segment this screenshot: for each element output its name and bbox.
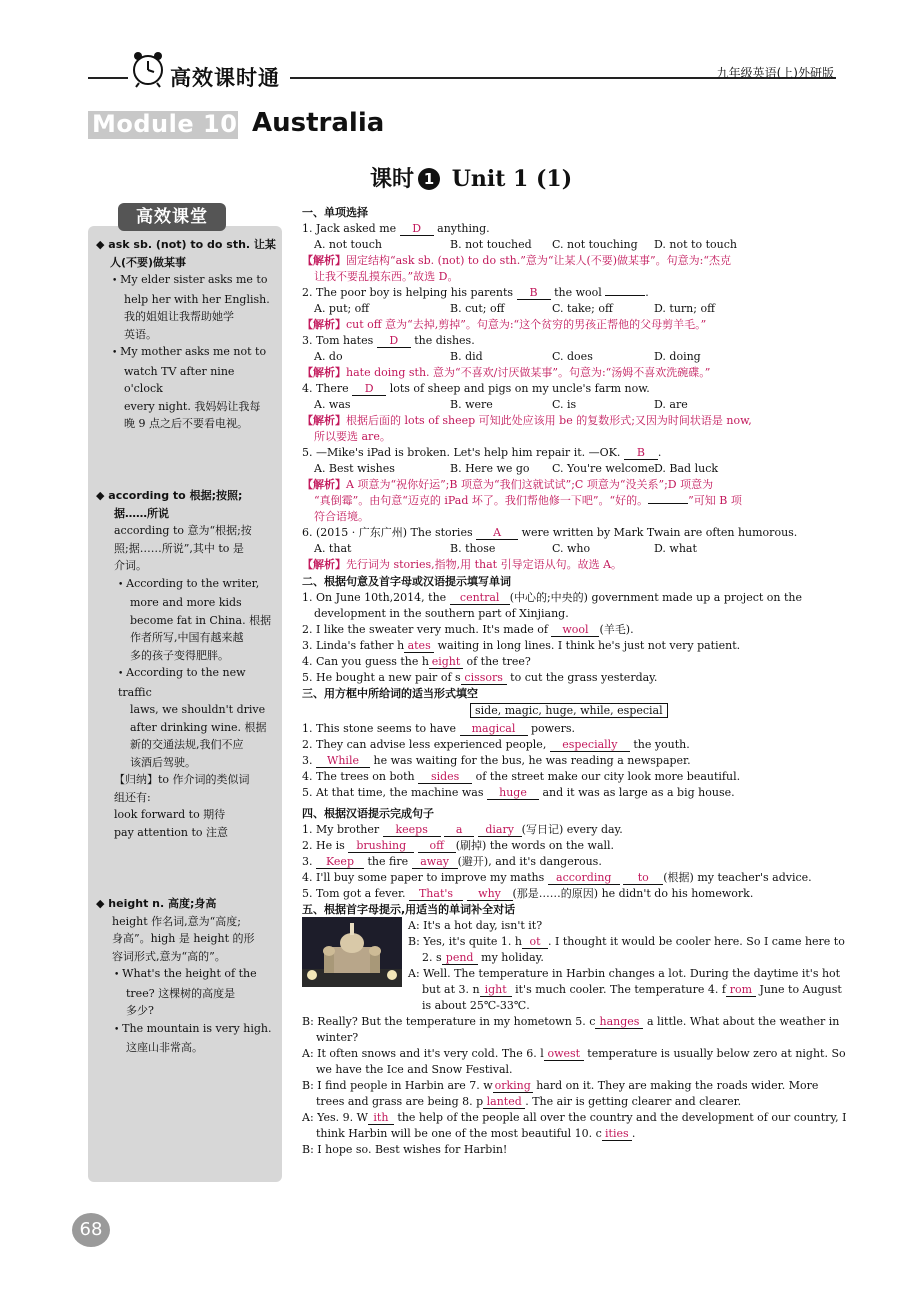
section-translation: 四、根据汉语提示完成句子 1. My brother keeps a diary (写日记) every day. 2. He is brushing off (刷掉) the words on the wall. 3. Keep the fire away (避开), and it's dangerous. 4. I'll buy some paper to improve my maths according to (根据) my teacher's advice. 5. Tom got a fever. That's why (那是……的原因) he didn't do his homework. (302, 807, 812, 900)
note-height: ◆ height n. 高度;身高 height 作名词,意为“高度; 身高”。high 是 height 的形 容词形式,意为“高的”。 • What's the height of the tree? 这棵树的高度是 多少? • The mountain is very high. 这座山非常高。 (96, 897, 272, 1054)
grade-label: 九年级英语(上)外研版 (716, 66, 834, 80)
header-rule-left (88, 77, 128, 79)
sidebar-tag: 高效课堂 (118, 203, 226, 231)
module-label: Module 10 (92, 110, 238, 138)
section-word-box: 三、用方框中所给词的适当形式填空 side, magic, huge, while, especial 1. This stone seems to have magical powers. 2. They can advise less experienced people, especially the youth. 3. While he was waiting for the bus, he was reading a newspaper. 4. The trees on both sides of the street make our city look more beautiful. 5. At that time, the machine was huge and it was as large as a big house. (302, 687, 741, 799)
diamond-icon: ◆ (96, 897, 109, 910)
diamond-icon: ◆ (96, 489, 109, 502)
lesson-title: Unit 1 (1) (451, 166, 573, 192)
lesson-number: 1 (418, 168, 440, 190)
section-dialogue-title: 五、根据首字母提示,用适当的单词补全对话 (302, 903, 516, 916)
lesson-heading (370, 162, 572, 193)
dialogue: A: It's a hot day, isn't it? B: Yes, it's quite 1. h ot . I thought it would be cooler here. So I came here to 2. s pend my holiday. A: Well. The temperature in Harbin changes a lot. During the daytime it's hot but at 3. n ight it's much cooler. The temperature 4. f rom June to August is about 25℃-33℃. B: Really? But the temperature in my hometown 5. c hanges a little. What about the weather in winter? A: It often snows and it's very cold. The 6. l owest temperature is usually below zero at night. So we have the Ice and Snow Festival. B: I find people in Harbin are 7. w orking hard on it. They are making the roads wider. More trees and grass are being 8. p lanted . The air is getting clearer and clearer. A: Yes. 9. W ith the help of the people all over the country and the development of our country, I think Harbin will be one of the most beautiful 10. c ities . B: I hope so. Best wishes for Harbin! (302, 919, 847, 1156)
section-single-choice: 一、单项选择 1. Jack asked me D anything. A. not touch B. not touched C. not touching D. not to touch 【解析】固定结构“ask sb. (not) to do sth.”意为“让某人(不要)做某事”。句意为:“杰克 让我不要乱摸东西。”故选 D。 2. The poor boy is helping his parents B the wool . A. put; off B. cut; off C. take; off D. turn; off 【解析】cut off 意为“去掉,剪掉”。句意为:“这个贫穷的男孩正帮他的父母剪羊毛。” 3. Tom hates D the dishes. A. do B. did C. does D. doing 【解析】hate doing sth. 意为“不喜欢/讨厌做某事”。句意为:“汤姆不喜欢洗碗碟。” 4. There D lots of sheep and pigs on my uncle's farm now. A. was B. were C. is D. are 【解析】根据后面的 lots of sheep 可知此处应该用 be 的复数形式;又因为时间状语是 now, 所以要选 are。 5. —Mike's iPad is broken. Let's help him repair it. —OK. B . A. Best wishes B. Here we go C. You're welcome D. Bad luck 【解析】A 项意为“祝你好运”;B 项意为“我们这就试试”;C 项意为“没关系”;D 项意为 “真倒霉”。由句意“迈克的 iPad 坏了。我们帮他修一下吧”。“好的。 ”可知 B 项 符合语境。 6. (2015 · 广东广州) The stories A were written by Mark Twain are often humorous. A. that B. those C. who D. what 【解析】先行词为 stories,指物,用 that 引导定语从句。故选 A。 (302, 206, 798, 571)
diamond-icon: ◆ (96, 238, 109, 251)
alarm-clock-icon (128, 48, 168, 88)
module-title: Australia (252, 108, 385, 138)
lesson-prefix: 课时 (370, 166, 415, 192)
note-according-to: ◆ according to 根据;按照; 据……所说 according to 意为“根据;按 照;据……所说”,其中 to 是 介词。 • According to the writer, more and more kids become fat in China. 根据 作者所写,中国有越来越 多的孩子变得肥胖。 • According to the new traffic laws, we shouldn't drive after drinking wine. 根据 新的交通法规,我们不应 该酒后驾驶。 【归纳】to 作介词的类似词 组还有: look forward to 期待 pay attention to 注意 (96, 489, 272, 839)
page-number: 68 (72, 1213, 110, 1247)
word-box: side, magic, huge, while, especial (470, 703, 668, 718)
brand-title: 高效课时通 (170, 66, 280, 90)
section-fill-words: 二、根据句意及首字母或汉语提示填写单词 1. On June 10th,2014, the central (中心的;中央的) government made up a project on the development in the southern part of Xinjiang. 2. I like the sweater very much. It's made of wool (羊毛). 3. Linda's father h ates waiting in long lines. I think he's just not very patient. 4. Can you guess the h eight of the tree? 5. He bought a new pair of s cissors to cut the grass yesterday. (302, 575, 802, 684)
note-ask-sb: ◆ ask sb. (not) to do sth. 让某 人(不要)做某事 • My elder sister asks me to help her with her English. 我的姐姐让我帮助她学 英语。 • My mother asks me not to watch TV after nine o'clock every night. 我妈妈让我每 晚 9 点之后不要看电视。 (96, 238, 276, 430)
